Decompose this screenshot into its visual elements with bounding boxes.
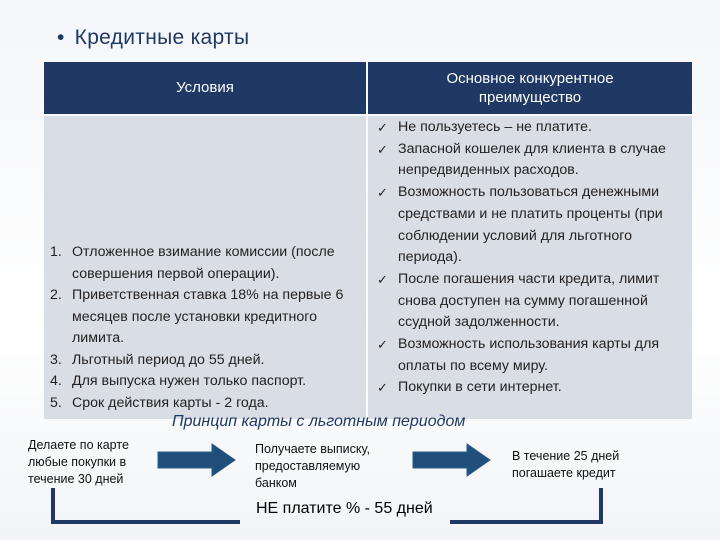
- condition-text: Срок действия карты - 2 года.: [72, 394, 269, 411]
- principle-title: Принцип карты с льготным периодом: [172, 413, 466, 430]
- advantage-text: Возможность пользоваться денежными средствами и не платить проценты (при соблюдении условий для льготного периода).: [398, 184, 663, 266]
- condition-number: 3.: [50, 351, 62, 368]
- advantage-text: Возможность использования карты для оплаты по всему миру.: [398, 336, 660, 374]
- advantage-item: [377, 139, 692, 182]
- condition-item: [50, 350, 366, 372]
- checkmark-icon: ✓: [377, 271, 388, 287]
- condition-number: 5.: [50, 394, 62, 411]
- title-bullet: •: [57, 26, 65, 49]
- slide-title: [57, 26, 249, 50]
- bottom-note: НЕ платите % - 55 дней: [256, 500, 433, 517]
- condition-item: [50, 285, 366, 350]
- arrow-right-icon: [412, 442, 492, 478]
- advantage-text: Покупки в сети интернет.: [398, 379, 562, 396]
- comparison-table: [44, 62, 692, 419]
- advantage-item: [377, 182, 692, 269]
- advantage-text: Не пользуетесь – не платите.: [398, 119, 592, 135]
- condition-number: 4.: [50, 373, 62, 389]
- condition-number: 2.: [50, 287, 62, 303]
- advantage-item: [377, 269, 692, 334]
- checkmark-icon: ✓: [377, 380, 388, 396]
- header-advantage-text: Основное конкурентное преимущество: [446, 69, 614, 106]
- checkmark-icon: ✓: [377, 120, 388, 135]
- advantage-text: После погашения части кредита, лимит снова доступен на сумму погашенной ссудной задолженности.: [398, 270, 660, 331]
- advantages-list: [377, 117, 692, 399]
- condition-number: 1.: [50, 244, 62, 260]
- condition-text: Отложенное взимание комиссии (после совершения первой операции).: [72, 244, 335, 282]
- checkmark-icon: ✓: [377, 185, 388, 201]
- condition-item: [50, 242, 366, 285]
- cell-advantages: [368, 116, 692, 419]
- advantage-item: [377, 117, 692, 139]
- title-text: Кредитные карты: [74, 26, 250, 49]
- condition-text: Для выпуска нужен только паспорт.: [72, 373, 307, 389]
- advantage-text: Запасной кошелек для клиента в случае непредвиденных расходов.: [398, 140, 666, 179]
- step-statement: Получаете выписку, предоставляемую банком: [255, 442, 370, 490]
- cell-conditions: [44, 116, 366, 419]
- condition-item: [50, 393, 366, 415]
- step-purchase: Делаете по карте любые покупки в течение 30 дней: [28, 438, 129, 486]
- arrow-right-icon: [157, 442, 237, 478]
- advantage-item: [377, 377, 692, 399]
- header-conditions: Условия: [44, 62, 366, 114]
- condition-text: Льготный период до 55 дней.: [72, 351, 265, 368]
- step-repay: В течение 25 дней погашаете кредит: [512, 449, 620, 480]
- header-advantage: [368, 62, 692, 114]
- condition-text: Приветственная ставка 18% на первые 6 месяцев после установки кредитного лимита.: [72, 287, 344, 346]
- condition-item: [50, 371, 366, 393]
- conditions-list: [50, 242, 366, 414]
- advantage-item: [377, 334, 692, 377]
- checkmark-icon: ✓: [377, 141, 388, 157]
- checkmark-icon: ✓: [377, 337, 388, 353]
